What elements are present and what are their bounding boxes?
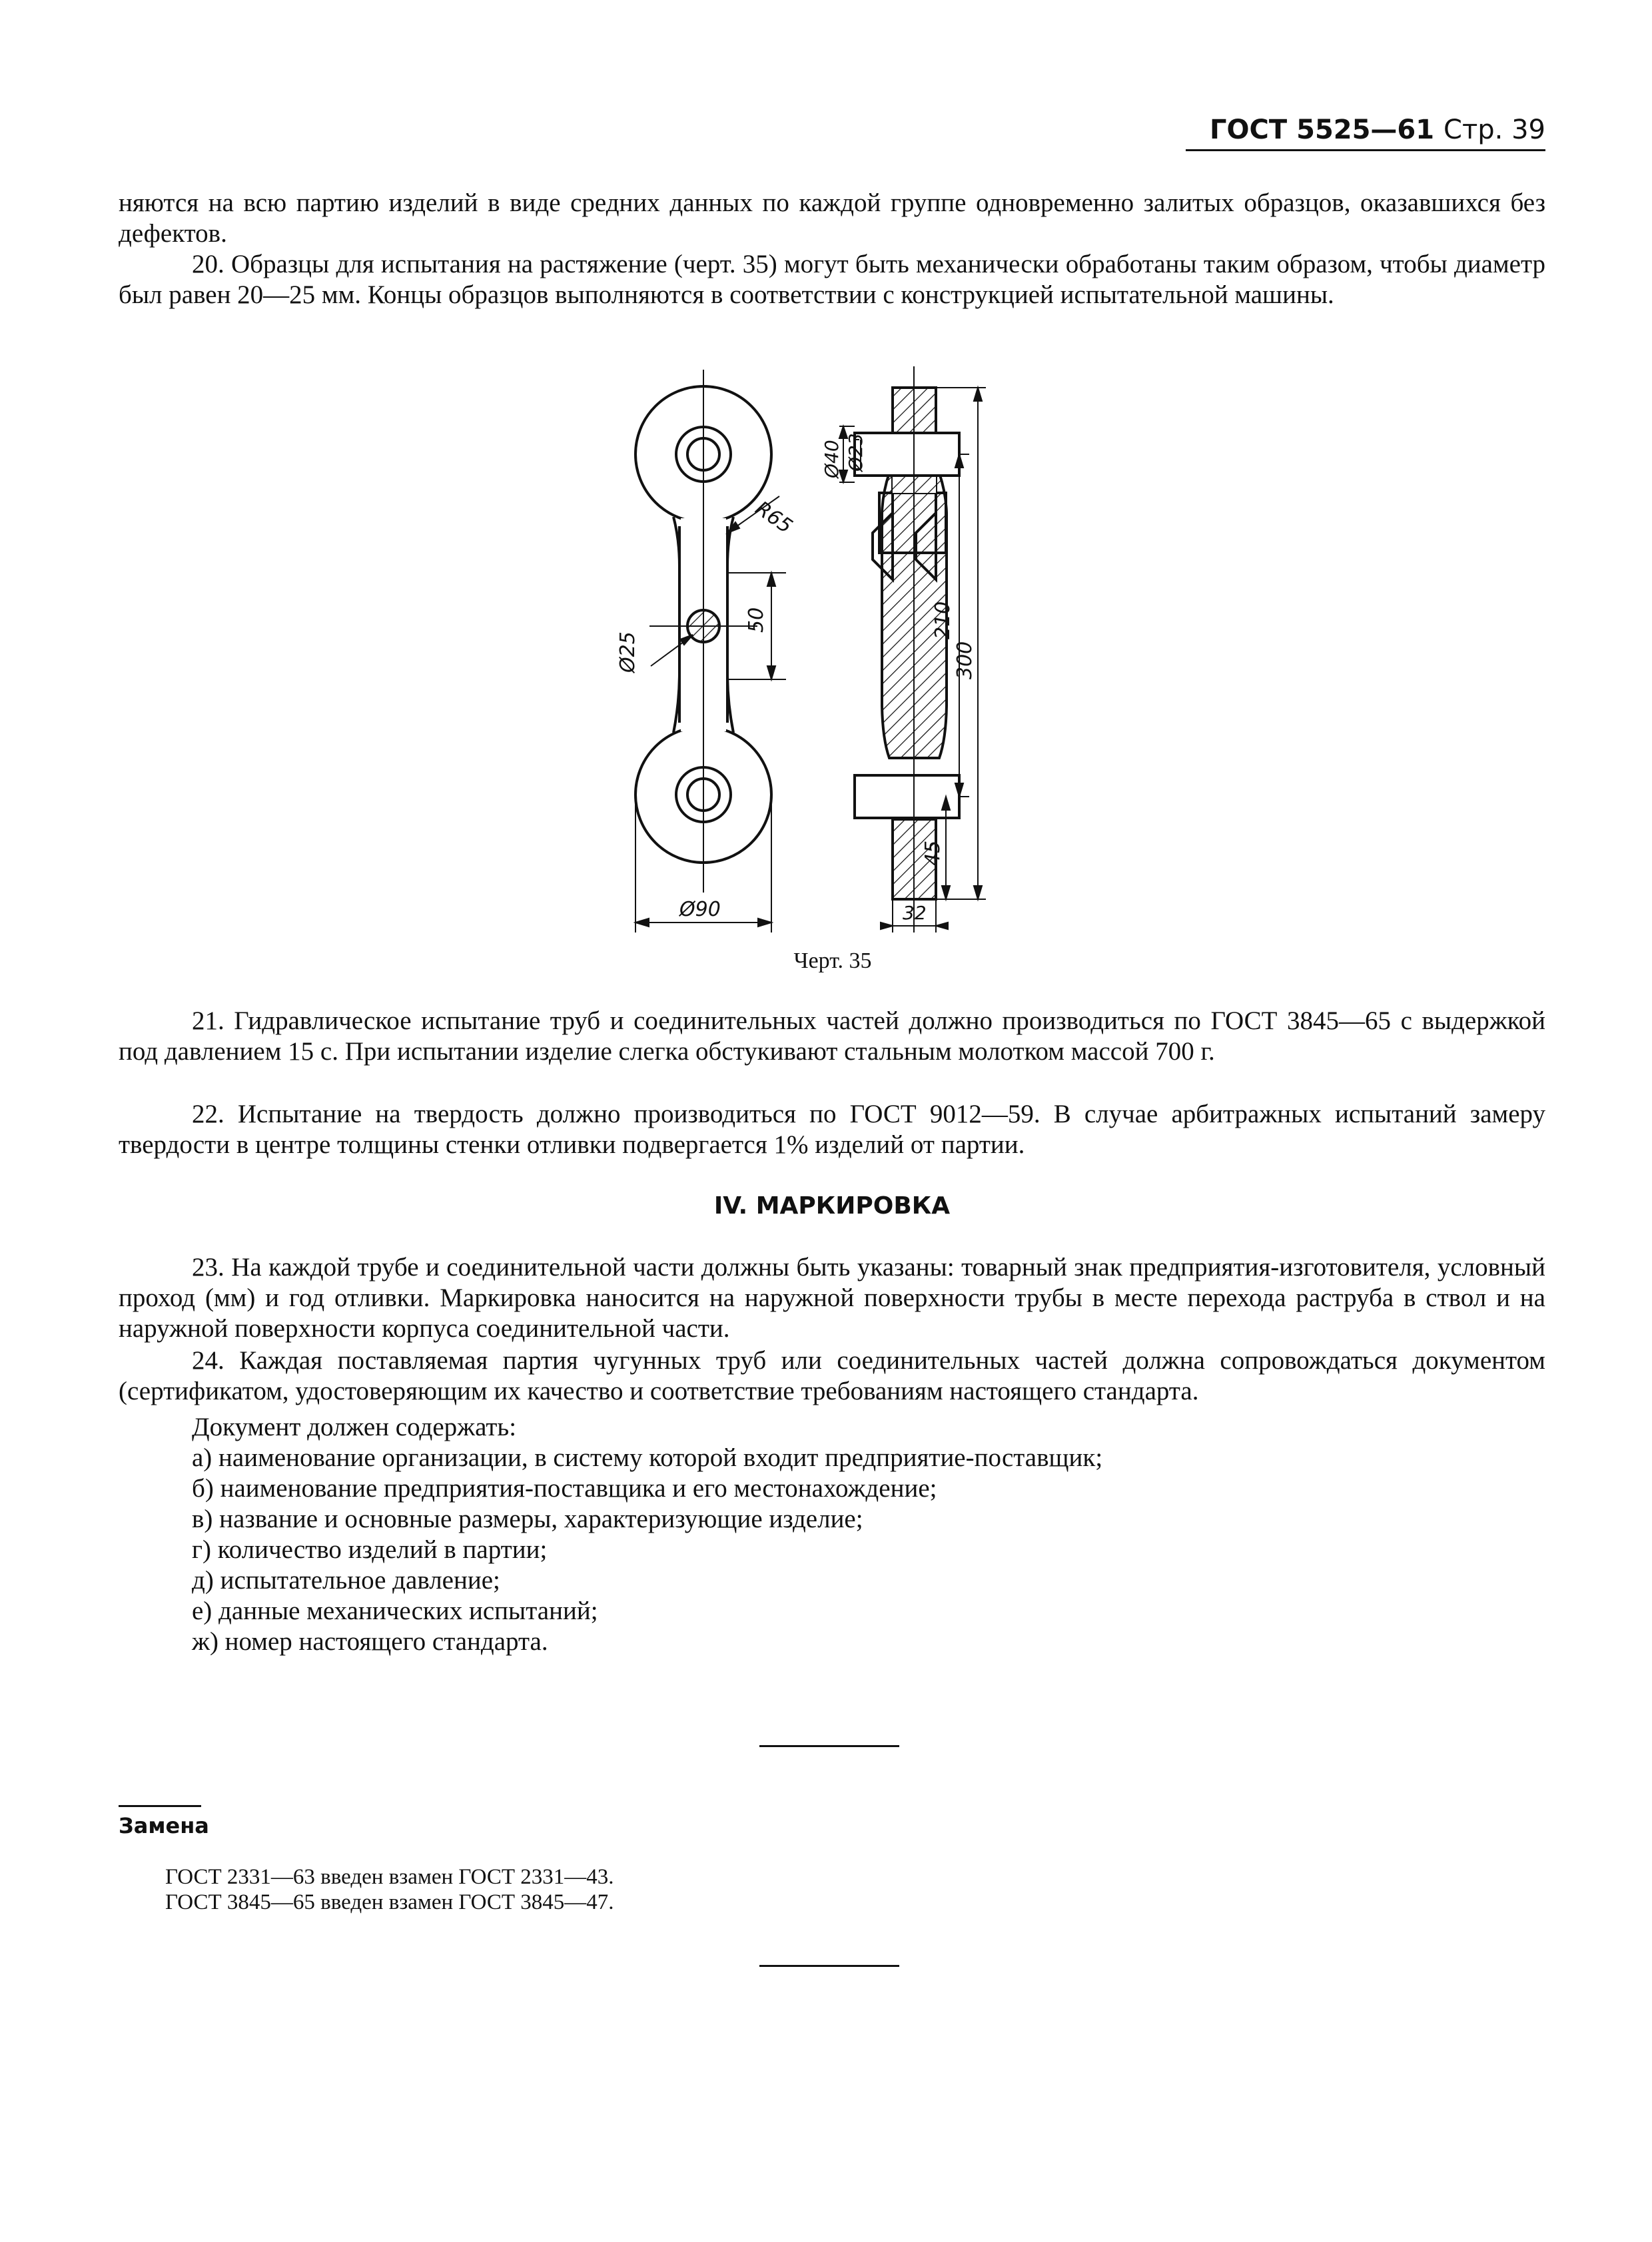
paragraph-24: 24. Каждая поставляемая партия чугунных труб или соединительных частей должна сопровождаться документом (сертификатом, удостоверяющим их качество и соответствие требованиям настоящего стандарта. (119, 1346, 1545, 1405)
paragraph-23: 23. На каждой трубе и соединительной части должны быть указаны: товарный знак предприятия-изготовителя, условный проход (мм) и год отливки. Маркировка наносится на наружной поверхности трубы в месте перехода раструба в ствол и на наружной поверхности корпуса соединительной части. (119, 1253, 1545, 1343)
footnote-line: ГОСТ 3845—65 введен взамен ГОСТ 3845—47. (165, 1890, 614, 1914)
dim-32: 32 (903, 902, 927, 924)
upper-pin (855, 433, 959, 476)
separator-rule (759, 1745, 899, 1747)
standard-number: ГОСТ 5525—61 (1210, 115, 1435, 145)
paragraph-21: 21. Гидравлическое испытание труб и соединительных частей должно производиться по ГОСТ 3845—65 с выдержкой под давлением 15 с. При испытании изделие слегка обстукивают стальным молотком массой 700 г. (119, 1006, 1545, 1066)
list-item: а) наименование организации, в систему которой входит предприятие-поставщик; (192, 1443, 1103, 1472)
dim-210: 210 (931, 601, 955, 639)
list-item: ж) номер настоящего стандарта. (192, 1627, 548, 1656)
footnote-title: Замена (119, 1813, 209, 1838)
document-intro: Документ должен содержать: (192, 1413, 517, 1441)
dim-d40: Ø40 (821, 440, 843, 478)
paragraph-20: 20. Образцы для испытания на растяжение (черт. 35) могут быть механически обработаны таким образом, чтобы диаметр был равен 20—25 мм. Концы образцов выполняются в соответствии с конструкцией испытательной машины. (119, 250, 1545, 309)
paragraph-22: 22. Испытание на твердость должно производиться по ГОСТ 9012—59. В случае арбитражных испытаний замеру твердости в центре толщины стенки отливки подвергается 1% изделий от партии. (119, 1100, 1545, 1159)
dim-d90: Ø90 (679, 898, 721, 921)
dim-45: 45 (921, 840, 945, 866)
dim-300: 300 (953, 641, 977, 679)
footnote-rule (119, 1805, 201, 1807)
list-item: г) количество изделий в партии; (192, 1535, 548, 1564)
figure-drawing-35 (586, 360, 977, 946)
list-item: е) данные механических испытаний; (192, 1597, 598, 1625)
page-header (1186, 115, 1545, 145)
figure-caption: Черт. 35 (793, 948, 872, 973)
page-number: Стр. 39 (1444, 115, 1545, 145)
document-contents-list (192, 1443, 1457, 1657)
dim-50: 50 (745, 607, 768, 633)
dim-r65: R65 (751, 496, 797, 539)
list-item: д) испытательное давление; (192, 1566, 500, 1595)
lower-pin (855, 775, 959, 818)
header-rule (1186, 149, 1545, 151)
section-title: IV. МАРКИРОВКА (713, 1192, 951, 1220)
list-item: в) название и основные размеры, характеризующие изделие; (192, 1505, 863, 1533)
paragraph-continuation: няются на всю партию изделий в виде средних данных по каждой группе одновременно залитых образцов, оказавшихся без дефектов. (119, 188, 1545, 248)
dim-d23: Ø23 (845, 433, 867, 472)
dim-d25: Ø25 (616, 631, 639, 673)
list-item: б) наименование предприятия-поставщика и его местонахождение; (192, 1474, 937, 1503)
separator-rule-bottom (759, 1965, 899, 1967)
footnote-line: ГОСТ 2331—63 введен взамен ГОСТ 2331—43. (165, 1865, 614, 1889)
